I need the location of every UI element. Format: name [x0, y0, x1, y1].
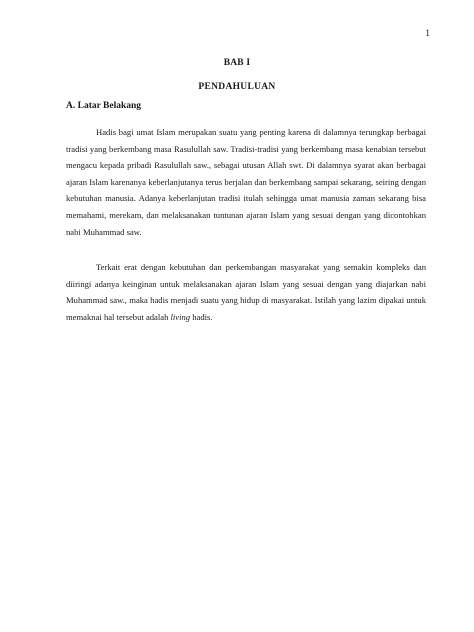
chapter-label: BAB I [223, 58, 251, 68]
section-heading: A. Latar Belakang [66, 101, 142, 111]
paragraph-2-italic-term: living [170, 311, 191, 322]
paragraph-1: Hadis bagi umat Islam merupakan suatu yang penting karena di dalamnya terungkap berbagai tradisi yang berkembang masa Rasulullah saw. Tradisi-tradisi yang berkembang masa kenabian tersebut mengacu kepada pribadi Rasulullah saw., sebagai utusan Allah swt. Di dalamnya syarat akan berbagai ajaran Islam karenanya keberlanjutanya terus berjalan dan berkembang sampai sekarang, seiring dengan kebutuhan manusia. Adanya keberlanjutan tradisi itulah sehingga umat manusia zaman sekarang bisa memahami, merekam, dan melaksanakan tuntunan ajaran Islam yang sesuai dengan yang dicontohkan nabi Muhammad saw. [66, 127, 426, 237]
paragraph-2-text-after: hadis. [190, 311, 213, 322]
paragraph-2 [66, 259, 426, 325]
paragraph-2-text-before: Terkait erat dengan kebutuhan dan perkembangan masyarakat yang semakin kompleks dan diiringi adanya keinginan untuk melaksanakan ajaran Islam yang sesuai dengan yang diajarkan nabi Muhammad saw., maka hadis menjadi suatu yang hidup di masyarakat. Istilah yang lazim dipakai untuk memaknai hal tersebut adalah [66, 262, 426, 322]
chapter-title: PENDAHULUAN [198, 82, 276, 92]
page-number: 1 [425, 29, 430, 39]
